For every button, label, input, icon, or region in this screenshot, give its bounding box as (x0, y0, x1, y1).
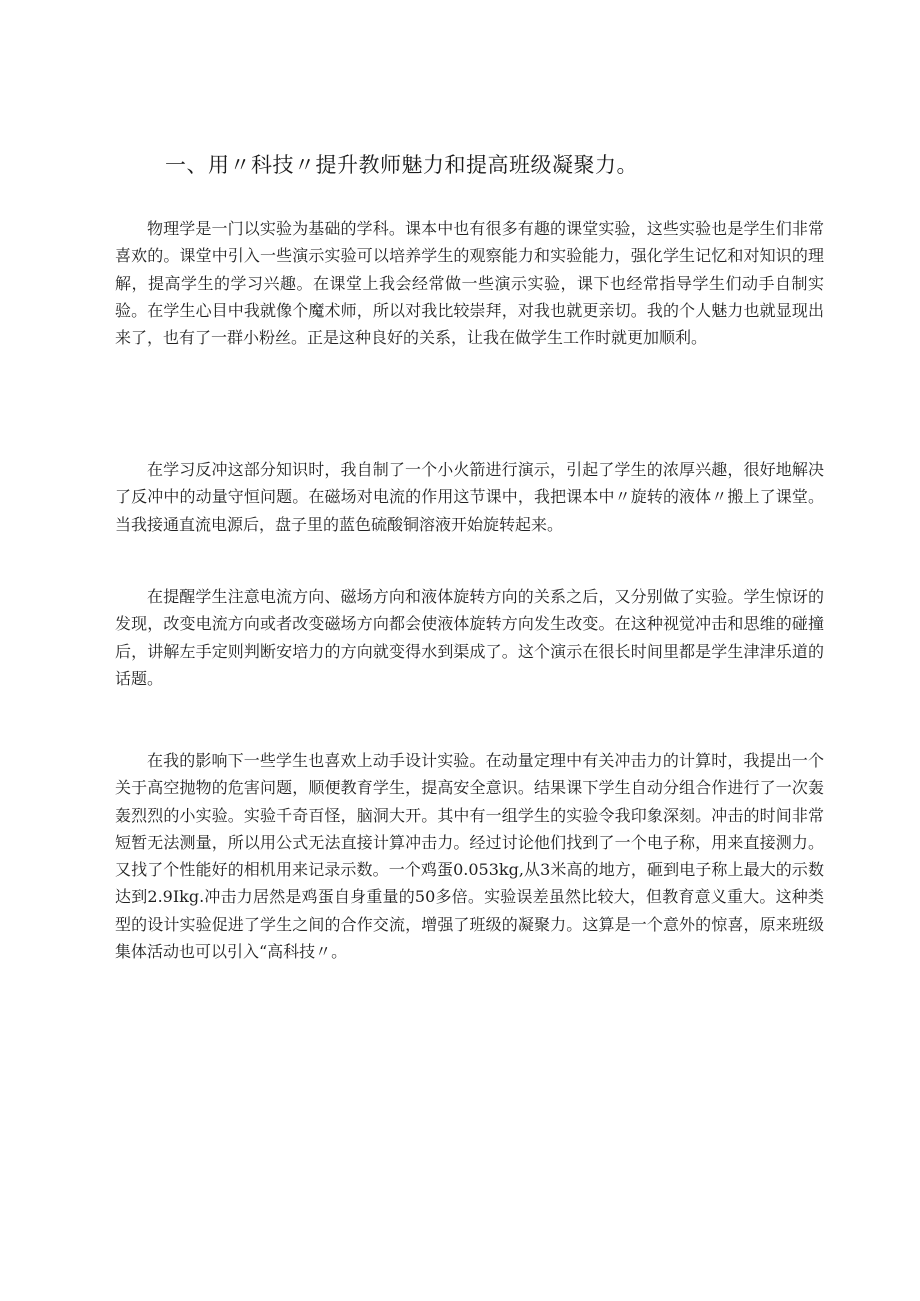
paragraph-liquid-rotation: 在提醒学生注意电流方向、磁场方向和液体旋转方向的关系之后，又分别做了实验。学生惊讶的发现，改变电流方向或者改变磁场方向都会使液体旋转方向发生改变。在这种视觉冲击和思维的碰撞后，讲解左手定则判断安培力的方向就变得水到渠成了。这个演示在很长时间里都是学生津津乐道的话题。 (115, 587, 824, 688)
section-heading: 一、用〃科技〃提升教师魅力和提高班级凝聚力。 (165, 153, 638, 177)
paragraph-physics-experiments: 物理学是一门以实验为基础的学科。课本中也有很多有趣的课堂实验，这些实验也是学生们非常喜欢的。课堂中引入一些演示实验可以培养学生的观察能力和实验能力，强化学生记忆和对知识的理解，提高学生的学习兴趣。在课堂上我会经常做一些演示实验，课下也经常指导学生们动手自制实验。在学生心目中我就像个魔术师，所以对我比较崇拜，对我也就更亲切。我的个人魅力也就显现出来了，也有了一群小粉丝。正是这种良好的关系，让我在做学生工作时就更加顺利。 (115, 219, 824, 348)
paragraph-rocket-demo: 在学习反冲这部分知识时，我自制了一个小火箭进行演示，引起了学生的浓厚兴趣，很好地解决了反冲中的动量守恒问题。在磁场对电流的作用这节课中，我把课本中〃旋转的液体〃搬上了课堂。当我接通直流电源后，盘子里的蓝色硫酸铜溶液开始旋转起来。 (115, 460, 824, 534)
paragraph-student-experiment: 在我的影响下一些学生也喜欢上动手设计实验。在动量定理中有关冲击力的计算时，我提出一个关于高空抛物的危害问题，顺便教育学生，提高安全意识。结果课下学生自动分组合作进行了一次轰轰烈烈的小实验。实验千奇百怪，脑洞大开。其中有一组学生的实验令我印象深刻。冲击的时间非常短暂无法测量，所以用公式无法直接计算冲击力。经过讨论他们找到了一个电子称，用来直接测力。又找了个性能好的相机用来记录示数。一个鸡蛋0.053kg,从3米高的地方，砸到电子称上最大的示数达到2.9Ikg.冲击力居然是鸡蛋自身重量的50多倍。实验误差虽然比较大，但教育意义重大。这种类型的设计实验促进了学生之间的合作交流，增强了班级的凝聚力。这算是一个意外的惊喜，原来班级集体活动也可以引入“高科技〃。 (115, 751, 824, 962)
